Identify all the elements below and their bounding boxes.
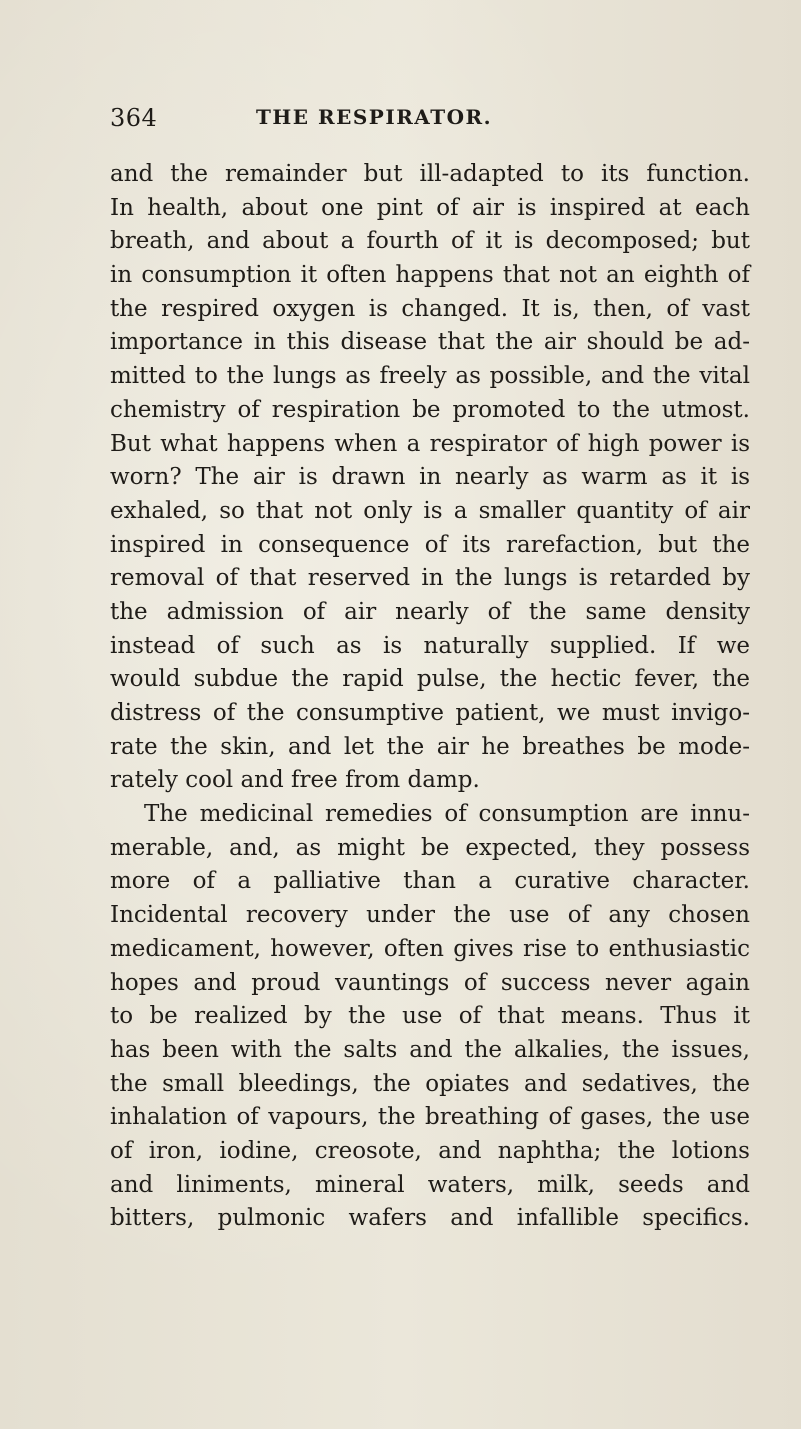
text-line: of iron, iodine, creosote, and naphtha; the lotions [110,1137,750,1164]
text-line: worn? The air is drawn in nearly as warm as it is [110,464,750,491]
text-line: and liniments, mineral waters, milk, seeds and [110,1171,750,1198]
page-header [110,104,710,136]
text-line: In health, about one pint of air is inspired at each [110,194,750,221]
text-line: has been with the salts and the alkalies, the issues, [110,1036,750,1063]
text-line: mitted to the lungs as freely as possible, and the vital [110,363,750,390]
text-line: breath, and about a fourth of it is decomposed; but [110,228,750,255]
paragraph-start-line: The medicinal remedies of consumption are innu- [144,801,750,828]
text-line: inspired in consequence of its rarefaction, but the [110,531,750,558]
running-head: THE RESPIRATOR. [256,105,493,129]
text-line: distress of the consumptive patient, we must invigo- [110,700,750,726]
text-line: importance in this disease that the air should be ad- [110,329,750,356]
page-number: 364 [110,104,158,132]
text-line: to be realized by the use of that means. Thus it [110,1003,750,1030]
paragraph-end-line: rately cool and free from damp. [110,767,480,794]
text-line: medicament, however, often gives rise to enthusiastic [110,935,750,962]
text-line: the admission of air nearly of the same density [110,598,750,625]
text-line: exhaled, so that not only is a smaller quantity of air [110,497,750,524]
text-line: the respired oxygen is changed. It is, then, of vast [110,295,750,322]
text-line: and the remainder but ill-adapted to its function. [110,161,750,187]
text-line: chemistry of respiration be promoted to the utmost. [110,396,750,423]
body-text [110,158,750,1236]
text-line: hopes and proud vauntings of success never again [110,969,750,996]
text-line: merable, and, as might be expected, they possess [110,834,750,861]
text-line: the small bleedings, the opiates and sedatives, the [110,1070,750,1097]
text-line: Incidental recovery under the use of any chosen [110,902,750,929]
text-line: But what happens when a respirator of high power is [110,430,750,457]
text-line: instead of such as is naturally supplied. If we [110,632,750,659]
text-line: bitters, pulmonic wafers and infallible specifics. [110,1205,750,1232]
text-line: would subdue the rapid pulse, the hectic fever, the [110,666,750,693]
text-line: rate the skin, and let the air he breathes be mode- [110,733,750,760]
text-line: in consumption it often happens that not an eighth of [110,262,750,289]
text-line: more of a palliative than a curative character. [110,868,750,895]
text-line: removal of that reserved in the lungs is retarded by [110,565,750,592]
text-line: inhalation of vapours, the breathing of gases, the use [110,1104,750,1131]
